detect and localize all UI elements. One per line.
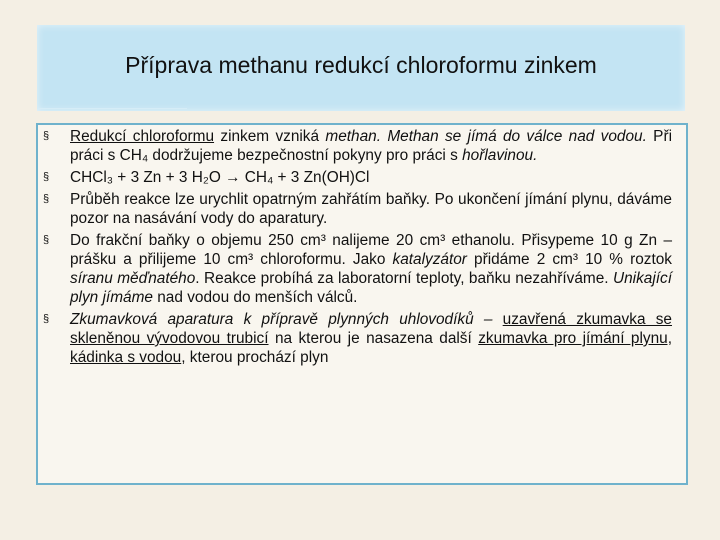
bullet-item-procedure xyxy=(43,231,673,307)
content-box xyxy=(36,123,688,485)
methan-emphasis: methan. Methan se jímá do válce nad vodou. xyxy=(325,128,647,145)
bullet-marker: § xyxy=(43,130,50,142)
bullet-marker: § xyxy=(43,193,50,205)
text-segment: zinkem vzniká xyxy=(214,128,326,145)
apparatus-emphasis: Zkumavková aparatura k přípravě plynných uhlovodíků – xyxy=(70,311,503,328)
copper-sulfate-emphasis: síranu měďnatého xyxy=(70,270,196,287)
slide-title: Příprava methanu redukcí chloroformu zinkem xyxy=(125,51,597,78)
text-segment: Do frakční baňky o objemu 250 cm³ nalijeme 20 cm³ ethanolu. Přisypeme 10 g Zn – prášku a přilijeme 10 cm³ chloroformu. Jako xyxy=(70,232,672,268)
bullet-marker: § xyxy=(43,313,50,325)
reaction-equation: CHCl₃ + 3 Zn + 3 H₂O → CH₄ + 3 Zn(OH)Cl xyxy=(70,169,370,186)
text-segment: . Reakce probíhá za laboratorní teploty, baňku nezahříváme. xyxy=(195,270,613,287)
gas-collection-emphasis: Unikající plyn jímáme xyxy=(70,270,673,306)
reduction-term: Redukcí chloroformu xyxy=(70,128,215,145)
bullet-item-equation xyxy=(43,168,672,187)
flammable-emphasis: hořlavinou. xyxy=(462,147,538,164)
catalyst-emphasis: katalyzátor xyxy=(392,251,467,268)
bullet-marker: § xyxy=(43,234,50,246)
title-divider xyxy=(37,108,187,109)
text-segment: přidáme 2 cm³ 10 % roztok xyxy=(466,251,672,268)
bullet-marker: § xyxy=(43,171,50,183)
bullet-item-heating xyxy=(43,190,672,228)
bullet-item-reduction xyxy=(43,127,672,165)
collection-tube-term: zkumavka pro jímání plynu, kádinka s vodou xyxy=(70,330,672,366)
bullet-list xyxy=(38,125,686,367)
text-segment: nad vodou do menších válců. xyxy=(152,289,358,306)
sealed-tube-term: uzavřená zkumavka se skleněnou vývodovou trubicí xyxy=(70,311,672,347)
text-segment: , kterou prochází plyn xyxy=(181,349,329,366)
title-box xyxy=(37,25,685,111)
text-segment: Průběh reakce lze urychlit opatrným zahřátím baňky. Po ukončení jímání plynu, dáváme pozor na nasávání vody do aparatury. xyxy=(70,191,672,227)
bullet-item-apparatus xyxy=(43,310,672,367)
text-segment: na kterou je nasazena další xyxy=(268,330,479,347)
text-segment: Při práci s CH₄ dodržujeme bezpečnostní pokyny pro práci s xyxy=(70,128,672,164)
